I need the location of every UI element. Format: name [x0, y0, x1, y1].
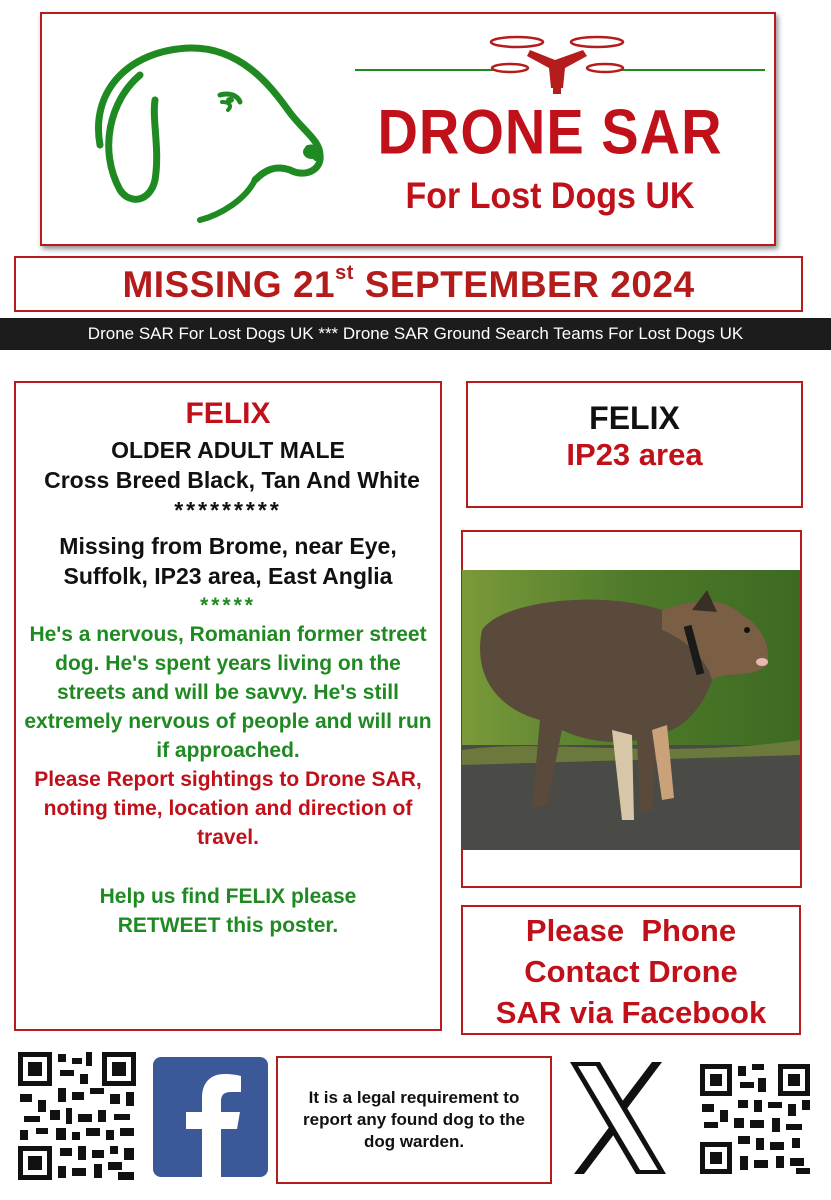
org-name: DRONE SAR — [377, 96, 723, 167]
contact-line-2: Contact Drone — [524, 954, 738, 989]
qr-code-icon-secondary[interactable] — [696, 1060, 814, 1178]
missing-date-prefix: MISSING 21 — [122, 264, 336, 305]
separator-stars: ********* — [174, 497, 282, 523]
contact-panel — [461, 905, 801, 1035]
dog-breed: Cross Breed Black, Tan And White — [44, 467, 420, 493]
dog-photo — [462, 570, 800, 850]
legal-notice — [276, 1056, 552, 1184]
dog-age-sex: OLDER ADULT MALE — [111, 437, 345, 463]
dog-name: FELIX — [185, 397, 271, 430]
ticker-strip: Drone SAR For Lost Dogs UK *** Drone SAR Ground Search Teams For Lost Dogs UK — [0, 318, 831, 350]
x-logo-icon[interactable] — [566, 1058, 670, 1178]
retweet-request: Help us find FELIX please RETWEET this poster. — [99, 885, 357, 937]
dog-head-outline-icon — [80, 30, 330, 240]
contact-line-3: SAR via Facebook — [495, 995, 767, 1030]
legal-notice-text: It is a legal requirement to report any found dog to the dog warden. — [303, 1088, 525, 1151]
missing-date-ordinal: st — [335, 262, 354, 284]
side-area: IP23 area — [566, 437, 703, 472]
contact-line-1: Please Phone — [525, 913, 737, 948]
dog-description: He's a nervous, Romanian former street dog. He's spent years living on the streets and will be savvy. He's still extremely nervous of people and will run if approached. — [24, 623, 432, 762]
facebook-icon[interactable] — [153, 1057, 268, 1177]
report-instructions: Please Report sightings to Drone SAR, noting time, location and direction of travel. — [34, 768, 422, 849]
dog-info-panel — [14, 381, 442, 1031]
side-dog-name: FELIX — [589, 400, 680, 436]
missing-date-suffix: SEPTEMBER 2024 — [353, 264, 695, 305]
separator-stars-short: ***** — [200, 594, 256, 617]
qr-code-icon[interactable] — [14, 1048, 140, 1184]
missing-date-banner — [14, 256, 803, 312]
missing-location: Missing from Brome, near Eye, Suffolk, IP23 area, East Anglia — [59, 533, 397, 589]
dog-name-area-panel — [466, 381, 803, 508]
org-subtitle: For Lost Dogs UK — [405, 175, 695, 217]
